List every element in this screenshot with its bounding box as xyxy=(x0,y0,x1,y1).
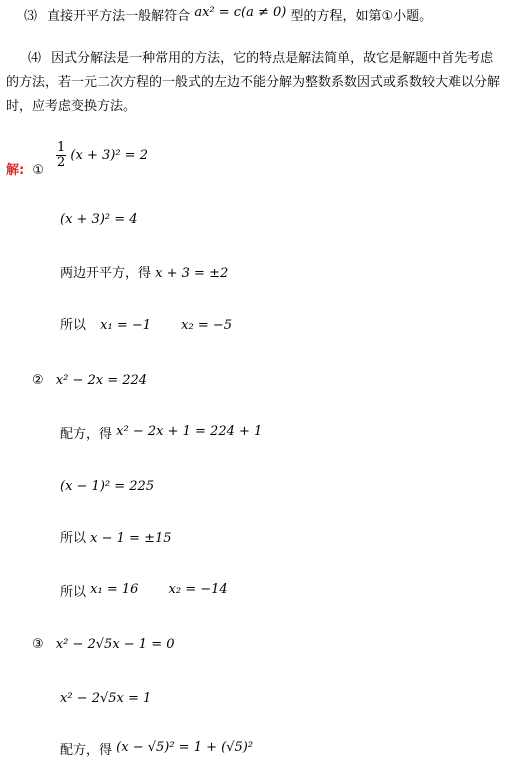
fraction-denominator: 2 xyxy=(57,155,66,170)
p1-step4-text: 所以 xyxy=(60,318,87,333)
p3-step3-eq: (x − √5)² = 1 + (√5)² xyxy=(116,740,254,755)
p2-step4-text: 所以 xyxy=(60,531,87,546)
p2-step-4 xyxy=(60,530,172,548)
p3-equation-2: x² − 2√5x = 1 xyxy=(60,691,152,706)
p2-equation-1: x² − 2x = 224 xyxy=(55,373,148,388)
problem-1-marker: ① xyxy=(32,163,44,178)
p1-equation-1 xyxy=(56,141,148,170)
para3-formula: ax² = c(a ≠ 0) xyxy=(194,5,287,20)
p1-x1: x₁ = −1 xyxy=(100,318,152,333)
para3-text-before: 直接开平方法一般解符合 xyxy=(47,9,191,24)
p2-step-2 xyxy=(60,426,262,444)
para4-marker: ⑷ xyxy=(28,51,42,66)
p2-step4-eq: x − 1 = ±15 xyxy=(90,531,172,546)
problem-2-marker: ② xyxy=(32,373,44,388)
p1-x2: x₂ = −5 xyxy=(181,318,233,333)
half-fraction xyxy=(56,141,66,170)
p1-step-4 xyxy=(60,317,232,335)
p2-step-5 xyxy=(60,584,228,602)
p2-equation-3: (x − 1)² = 225 xyxy=(60,479,155,494)
paragraph-4-line1 xyxy=(28,50,493,68)
p3-step3-text: 配方，得 xyxy=(60,743,113,758)
p2-x2: x₂ = −14 xyxy=(168,582,228,597)
p1-eq1-rest: (x + 3)² = 2 xyxy=(70,148,148,163)
p2-step2-eq: x² − 2x + 1 = 224 + 1 xyxy=(116,424,263,439)
paragraph-4-line2: 的方法，若一元二次方程的一般式的左边不能分解为整数系数因式或系数较大难以分解 xyxy=(6,75,501,90)
paragraph-4-line3: 时，应考虑变换方法。 xyxy=(6,99,137,114)
p3-step-3 xyxy=(60,742,253,760)
para3-marker: ⑶ xyxy=(24,9,38,24)
problem-2-line xyxy=(32,372,147,390)
para3-text-after: 型的方程，如第①小题。 xyxy=(290,9,433,24)
problem-3-marker: ③ xyxy=(32,637,44,652)
paragraph-3 xyxy=(24,5,433,26)
p1-step3-eq: x + 3 = ±2 xyxy=(155,266,229,281)
solution-label xyxy=(6,162,44,180)
solution-label-text: 解: xyxy=(6,163,25,178)
fraction-numerator: 1 xyxy=(57,140,66,155)
p2-step2-text: 配方，得 xyxy=(60,427,113,442)
p2-x1: x₁ = 16 xyxy=(90,582,139,597)
p1-step3-text: 两边开平方，得 xyxy=(60,266,152,281)
p2-step5-text: 所以 xyxy=(60,585,87,600)
problem-3-line xyxy=(32,636,175,654)
p3-equation-1: x² − 2√5x − 1 = 0 xyxy=(55,637,175,652)
p1-equation-2: (x + 3)² = 4 xyxy=(60,212,138,227)
p1-step-3 xyxy=(60,265,228,283)
para4-line1: 因式分解法是一种常用的方法，它的特点是解法简单，故它是解题中首先考虑 xyxy=(51,51,494,66)
